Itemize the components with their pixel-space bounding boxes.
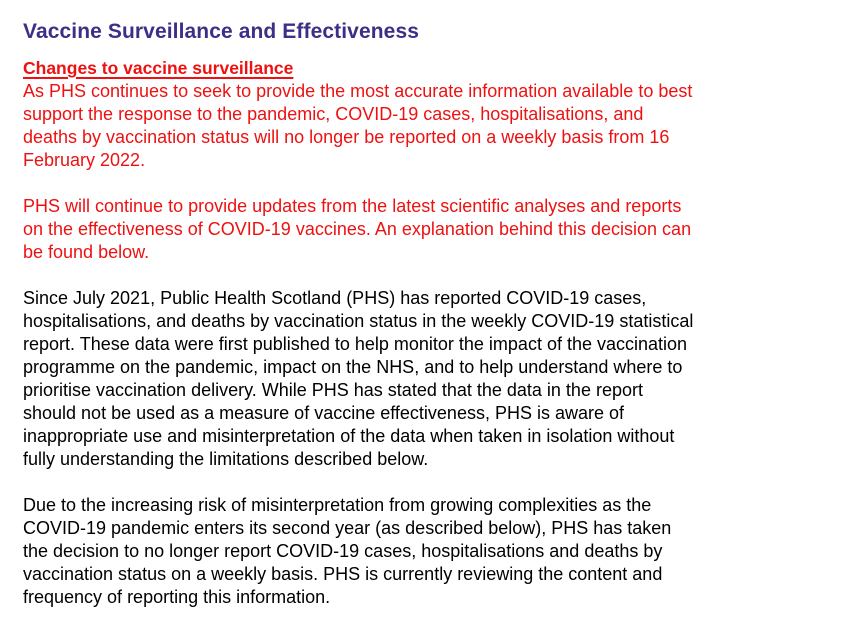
notice-paragraph-1 bbox=[23, 80, 843, 172]
page-title: Vaccine Surveillance and Effectiveness bbox=[23, 20, 420, 43]
paragraph-line: COVID-19 pandemic enters its second year (as described below), PHS has taken bbox=[23, 518, 672, 538]
body-paragraph-1 bbox=[23, 287, 843, 471]
section-subheading: Changes to vaccine surveillance bbox=[23, 58, 294, 78]
document-page bbox=[23, 18, 843, 609]
paragraph-line: fully understanding the limitations described below. bbox=[23, 449, 429, 469]
paragraph-line: programme on the pandemic, impact on the NHS, and to help understand where to bbox=[23, 357, 683, 377]
body-paragraph-2 bbox=[23, 494, 843, 609]
paragraph-line: prioritise vaccination delivery. While PHS has stated that the data in the report bbox=[23, 380, 643, 400]
paragraph-line: February 2022. bbox=[23, 150, 146, 170]
paragraph-line: on the effectiveness of COVID-19 vaccines. An explanation behind this decision can bbox=[23, 219, 692, 239]
paragraph-line: should not be used as a measure of vaccine effectiveness, PHS is aware of bbox=[23, 403, 625, 423]
paragraph-line: hospitalisations, and deaths by vaccination status in the weekly COVID-19 statistical bbox=[23, 311, 694, 331]
paragraph-line: the decision to no longer report COVID-19 cases, hospitalisations and deaths by bbox=[23, 541, 663, 561]
paragraph-line: Due to the increasing risk of misinterpretation from growing complexities as the bbox=[23, 495, 652, 515]
paragraph-line: Since July 2021, Public Health Scotland (PHS) has reported COVID-19 cases, bbox=[23, 288, 647, 308]
paragraph-line: frequency of reporting this information. bbox=[23, 587, 331, 607]
paragraph-line: be found below. bbox=[23, 242, 150, 262]
paragraph-line: report. These data were first published to help monitor the impact of the vaccination bbox=[23, 334, 688, 354]
paragraph-line: support the response to the pandemic, COVID-19 cases, hospitalisations, and bbox=[23, 104, 644, 124]
paragraph-line: inappropriate use and misinterpretation of the data when taken in isolation without bbox=[23, 426, 675, 446]
paragraph-line: vaccination status on a weekly basis. PHS is currently reviewing the content and bbox=[23, 564, 663, 584]
paragraph-line: PHS will continue to provide updates from the latest scientific analyses and reports bbox=[23, 196, 682, 216]
notice-paragraph-2 bbox=[23, 195, 843, 264]
paragraph-line: deaths by vaccination status will no longer be reported on a weekly basis from 16 bbox=[23, 127, 670, 147]
paragraph-line: As PHS continues to seek to provide the most accurate information available to best bbox=[23, 81, 693, 101]
